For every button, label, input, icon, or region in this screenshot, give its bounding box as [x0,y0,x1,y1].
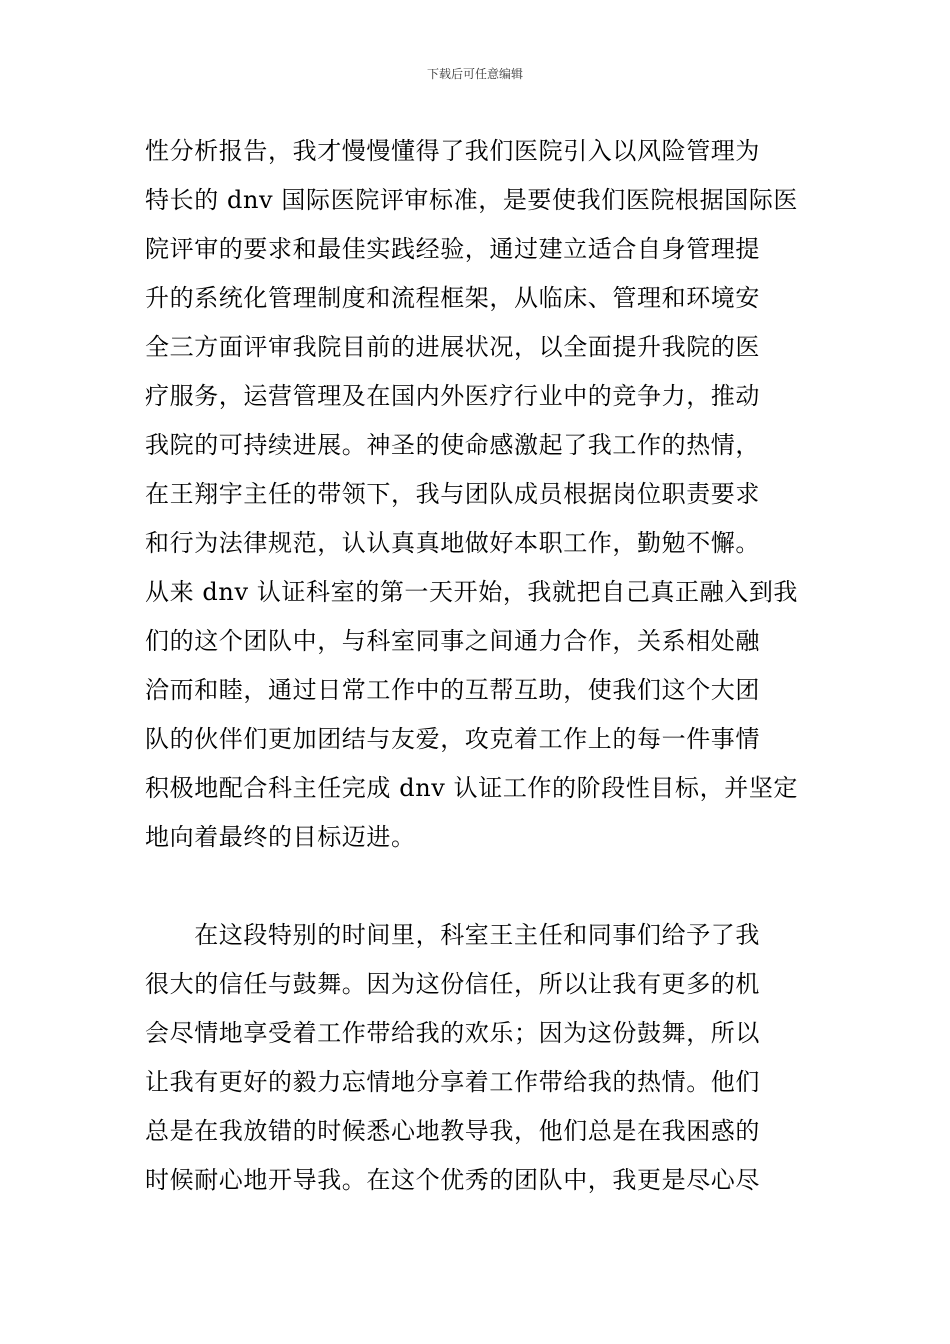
text-line: 洽而和睦，通过日常工作中的互帮互助，使我们这个大团 [145,676,760,704]
text-line: 升的系统化管理制度和流程框架，从临床、管理和环境安 [145,284,760,312]
text-line: 队的伙伴们更加团结与友爱，攻克着工作上的每一件事情 [145,725,760,753]
document-body [145,127,815,1205]
text-line: 院评审的要求和最佳实践经验，通过建立适合自身管理提 [145,235,760,263]
paragraph-2 [145,911,815,1205]
text-line: 地向着最终的目标迈进。 [145,823,416,851]
text-line: 在王翔宇主任的带领下，我与团队成员根据岗位职责要求 [145,480,760,508]
text-line: 和行为法律规范，认认真真地做好本职工作，勤勉不懈。 [145,529,760,557]
paragraph-spacer [145,862,815,911]
text-line: 让我有更好的毅力忘情地分享着工作带给我的热情。他们 [145,1068,760,1096]
text-line: 会尽情地享受着工作带给我的欢乐；因为这份鼓舞，所以 [145,1019,760,1047]
page-header: 下载后可任意编辑 [426,67,523,81]
text-line: 性分析报告，我才慢慢懂得了我们医院引入以风险管理为 [145,137,760,165]
text-line: 我院的可持续进展。神圣的使命感激起了我工作的热情， [145,431,760,459]
paragraph-1 [145,127,815,862]
text-line: 特长的 dnv 国际医院评审标准，是要使我们医院根据国际医 [145,186,799,214]
text-line: 们的这个团队中，与科室同事之间通力合作，关系相处融 [145,627,760,655]
text-line: 疗服务，运营管理及在国内外医疗行业中的竞争力，推动 [145,382,760,410]
text-line: 积极地配合科主任完成 dnv 认证工作的阶段性目标，并坚定 [145,774,799,802]
text-line: 全三方面评审我院目前的进展状况，以全面提升我院的医 [145,333,760,361]
text-line: 很大的信任与鼓舞。因为这份信任，所以让我有更多的机 [145,970,760,998]
text-line: 时候耐心地开导我。在这个优秀的团队中，我更是尽心尽 [145,1166,760,1194]
text-line: 总是在我放错的时候悉心地教导我，他们总是在我困惑的 [145,1117,760,1145]
text-line: 在这段特别的时间里，科室王主任和同事们给予了我 [145,921,760,949]
text-line: 从来 dnv 认证科室的第一天开始，我就把自己真正融入到我 [145,578,799,606]
